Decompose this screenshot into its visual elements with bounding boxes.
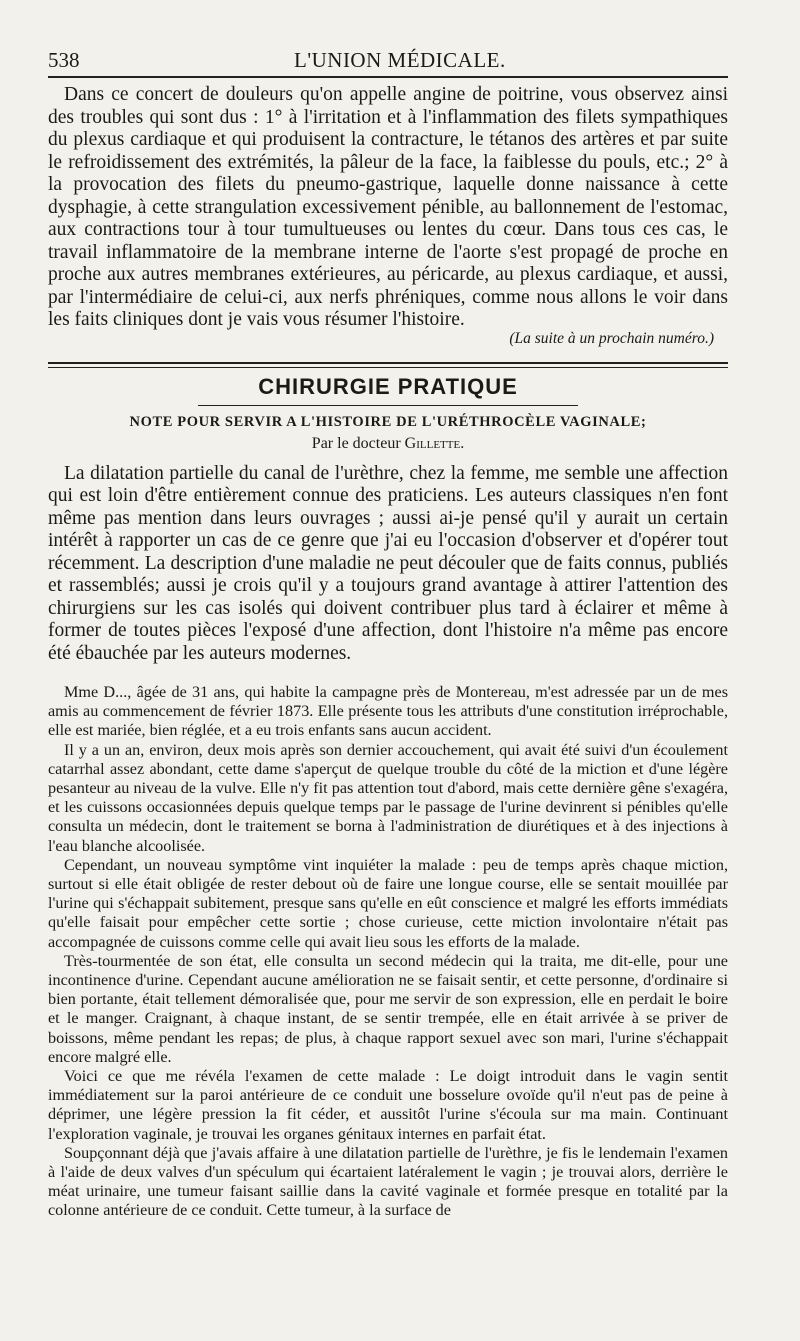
section-divider bbox=[48, 362, 728, 368]
author-line bbox=[48, 435, 728, 453]
section-title: CHIRURGIE PRATIQUE bbox=[258, 373, 518, 399]
running-header bbox=[48, 44, 728, 76]
author-prefix: Par le docteur bbox=[311, 434, 401, 452]
case-paragraph: Cependant, un nouveau symptôme vint inquiéter la malade : peu de temps après chaque miction, surtout si elle était obligée de rester debout où de faire une longue course, elle se sentait mouillée par l'urine qui s'échappait subitement, presque sans qu'elle en eût conscience et malgré les efforts immédiats qu'elle faisait pour empêcher cette sortie ; chose curieuse, cette miction involontaire n'était pas accompagnée de cuissons comme celle qui avait lieu sous les efforts de la malade. bbox=[48, 855, 728, 951]
case-paragraph: Mme D..., âgée de 31 ans, qui habite la campagne près de Montereau, m'est adressée par un de mes amis au commencement de février 1873. Elle présente tous les attributs d'une constitution irréprochable, elle est mariée, bien réglée, et a eu trois enfants sans aucun accident. bbox=[48, 683, 728, 740]
journal-title: L'UNION MÉDICALE. bbox=[294, 47, 506, 72]
case-paragraph: Voici ce que me révéla l'examen de cette malade : Le doigt introduit dans le vagin sentit immédiatement sur la paroi antérieure de ce conduit une bosselure ovoïde qu'il n'eut pas de peine à déprimer, une légère pression la fit céder, et aussitôt l'urine s'écoula sur ma main. Continuant l'exploration vaginale, je trouvai les organes génitaux internes en parfait état. bbox=[48, 1067, 728, 1143]
header-rule bbox=[48, 76, 728, 78]
author-name: Gillette. bbox=[404, 434, 465, 452]
case-paragraph: Il y a un an, environ, deux mois après son dernier accouchement, qui avait été suivi d'un écoulement catarrhal assez abondant, cette dame s'aperçut de quelque trouble du côté de la miction et d'une légère pesanteur au niveau de la vulve. Elle n'y fit pas attention tout d'abord, mais cette dernière gêne s'exagéra, et les cuissons occasionnées depuis quelque temps par le passage de l'urine devinrent si pénibles qu'elle consulta un médecin, dont le traitement se borna à l'administration de diurétiques et à des injections à l'eau blanche alcoolisée. bbox=[48, 740, 728, 855]
continuation-note: (La suite à un prochain numéro.) bbox=[509, 329, 714, 347]
case-paragraph: Soupçonnant déjà que j'avais affaire à une dilatation partielle de l'urèthre, je fis le lendemain l'examen à l'aide de deux valves d'un spéculum qui écartaient latéralement le vagin ; je trouvai alors, derrière le méat urinaire, une tumeur faisant saillie dans la cavité vaginale et formée presque en totalité par la colonne antérieure de ce conduit. Cette tumeur, à la surface de bbox=[48, 1143, 728, 1220]
page-number: 538 bbox=[48, 47, 80, 72]
case-paragraph: Très-tourmentée de son état, elle consulta un second médecin qui la traita, me dit-elle, pour une incontinence d'urine. Cependant aucune amélioration ne se faisait sentir, et cette personne, d'ordinaire si bien portante, était tellement démoralisée que, pour me servir de son expression, elle en perdait le boire et le manger. Craignant, à chaque instant, de se sentir trempée, elle en était arrivée à se priver de boissons, même pendant les repas; de plus, à chaque rapport sexuel avec son mari, l'urine s'échappait encore malgré elle. bbox=[48, 951, 728, 1066]
lead-paragraph: La dilatation partielle du canal de l'urèthre, chez la femme, me semble une affection qui est loin d'être entièrement connue des praticiens. Les auteurs classiques n'en font même pas mention dans leurs ouvrages ; aussi ai-je pensé qu'il y aurait un certain intérêt à rapporter un cas de ce genre que j'ai eu l'occasion d'observer et d'opérer tout récemment. La description d'une maladie ne peut découler que de faits connus, publiés et rassemblés; aussi je crois qu'il y a toujours grand avantage à attirer l'attention des chirurgiens sur les cas isolés qui doivent contribuer plus tard à éclairer et même à former de toutes pièces l'exposé d'une affection, dont l'histoire n'a même pas encore été ébauchée par les auteurs modernes. bbox=[48, 462, 728, 664]
intro-paragraph: Dans ce concert de douleurs qu'on appelle angine de poitrine, vous observez ainsi des troubles qui sont dus : 1° à l'irritation et à l'inflammation des filets sympathiques du plexus cardiaque et qui produisent la contracture, le tétanos des artères et par suite le refroidissement des extrémités, la pâleur de la face, la faiblesse du pouls, etc.; 2° à la provocation des filets du pneumo-gastrique, laquelle donne naissance à cette dysphagie, à cette strangulation excessivement pénible, au ballonnement de l'estomac, aux contractions tour à tour tumultueuses ou lentes du cœur. Dans tous ces cas, le travail inflammatoire de la membrane interne de l'aorte s'est propagé de proche en proche aux autres membranes extérieures, au péricarde, au plexus cardiaque, et aussi, par l'intermédiaire de celui-ci, aux nerfs phréniques, comme nous allons le voir dans les faits cliniques dont je vais vous résumer l'histoire. bbox=[48, 84, 728, 330]
page-body bbox=[48, 84, 728, 1221]
article-title: NOTE POUR SERVIR A L'HISTOIRE DE L'URÉTHROCÈLE VAGINALE; bbox=[129, 413, 647, 430]
section-title-rule bbox=[198, 405, 579, 406]
